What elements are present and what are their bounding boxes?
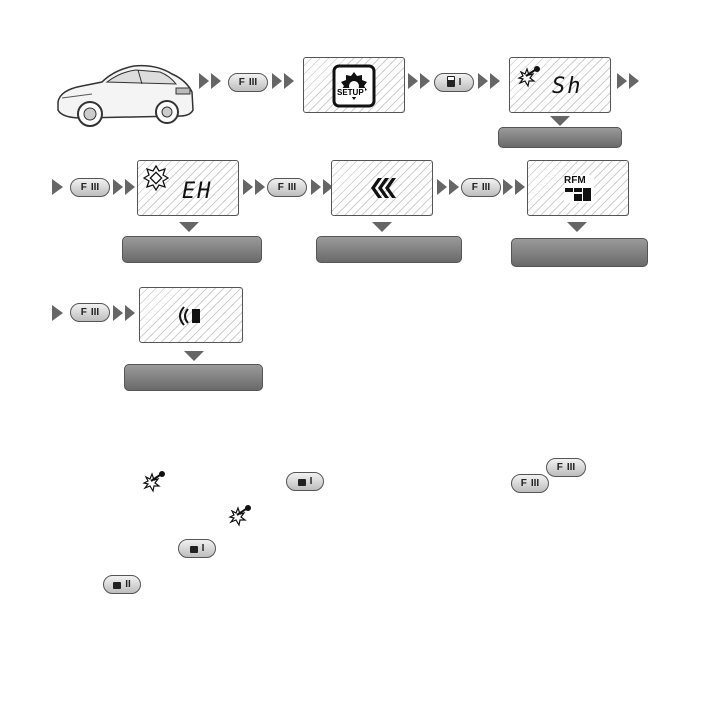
double-arrow-icon: [437, 179, 461, 195]
setup-screen: [303, 57, 405, 113]
function-button: [511, 474, 549, 493]
double-arrow-icon: [199, 73, 223, 89]
rfm-info-bar: [511, 238, 648, 267]
lock-icon: [298, 479, 306, 486]
function-label: F: [80, 307, 87, 318]
function-count: III: [481, 182, 491, 193]
setup-label: SETUP: [337, 88, 364, 97]
function-label: F: [556, 462, 563, 473]
siren-icon: [178, 305, 204, 327]
down-triangle-icon: [179, 222, 199, 232]
double-arrow-icon: [113, 179, 137, 195]
unlock-icon: [113, 582, 121, 589]
arrow-icon: [52, 305, 66, 321]
function-count: III: [530, 478, 540, 489]
extra-sensor-icon: [143, 165, 169, 191]
lock-count: I: [309, 476, 313, 487]
chevron-left-icon: [370, 177, 396, 199]
function-label: F: [277, 182, 284, 193]
double-arrow-icon: [408, 73, 432, 89]
extra-sensor-screen: [137, 160, 239, 216]
function-button: [70, 178, 110, 197]
down-triangle-icon: [372, 222, 392, 232]
car-image: [52, 52, 197, 132]
lock-button: [178, 539, 216, 558]
double-arrow-icon: [113, 305, 137, 321]
double-arrow-icon: [503, 179, 527, 195]
siren-screen: [139, 287, 243, 343]
extra-text: EH: [182, 179, 213, 204]
function-count: III: [566, 462, 576, 473]
rfm-icon: [564, 175, 594, 203]
shock-info-bar: [498, 127, 622, 148]
down-triangle-icon: [550, 116, 570, 126]
rfm-label: RFM: [564, 175, 586, 186]
arrow-icon: [52, 179, 66, 195]
lock-button: [434, 73, 474, 92]
down-triangle-icon: [184, 351, 204, 361]
function-button: [267, 178, 307, 197]
function-label: F: [471, 182, 478, 193]
rfm-screen: [527, 160, 629, 216]
double-arrow-icon: [272, 73, 296, 89]
lock-count: I: [201, 543, 205, 554]
extra-sensor-info-bar: [122, 236, 262, 263]
chevron-info-bar: [316, 236, 462, 263]
shock-sensor-icon: [516, 64, 542, 90]
shock-text: Sh: [552, 74, 583, 99]
function-button: [70, 303, 110, 322]
function-count: III: [90, 182, 100, 193]
double-arrow-icon: [617, 73, 641, 89]
function-count: III: [248, 77, 258, 88]
double-arrow-icon: [243, 179, 267, 195]
lock-icon: [190, 546, 198, 553]
siren-info-bar: [124, 364, 263, 391]
setup-gear-icon: [332, 64, 376, 108]
function-label: F: [238, 77, 245, 88]
unlock-button: [103, 575, 141, 594]
function-button: [546, 458, 586, 477]
lock-icon: [447, 80, 455, 87]
lock-count: I: [458, 77, 462, 88]
shock-screen: [509, 57, 611, 113]
down-triangle-icon: [567, 222, 587, 232]
function-button: [461, 178, 501, 197]
function-label: F: [520, 478, 527, 489]
double-arrow-icon: [478, 73, 502, 89]
shock-sensor-icon: [140, 469, 168, 495]
function-count: III: [90, 307, 100, 318]
unlock-count: II: [125, 579, 131, 590]
shock-sensor-icon: [226, 503, 254, 529]
chevron-screen: [331, 160, 433, 216]
function-count: III: [287, 182, 297, 193]
function-label: F: [80, 182, 87, 193]
lock-button: [286, 472, 324, 491]
function-button: [228, 73, 268, 92]
